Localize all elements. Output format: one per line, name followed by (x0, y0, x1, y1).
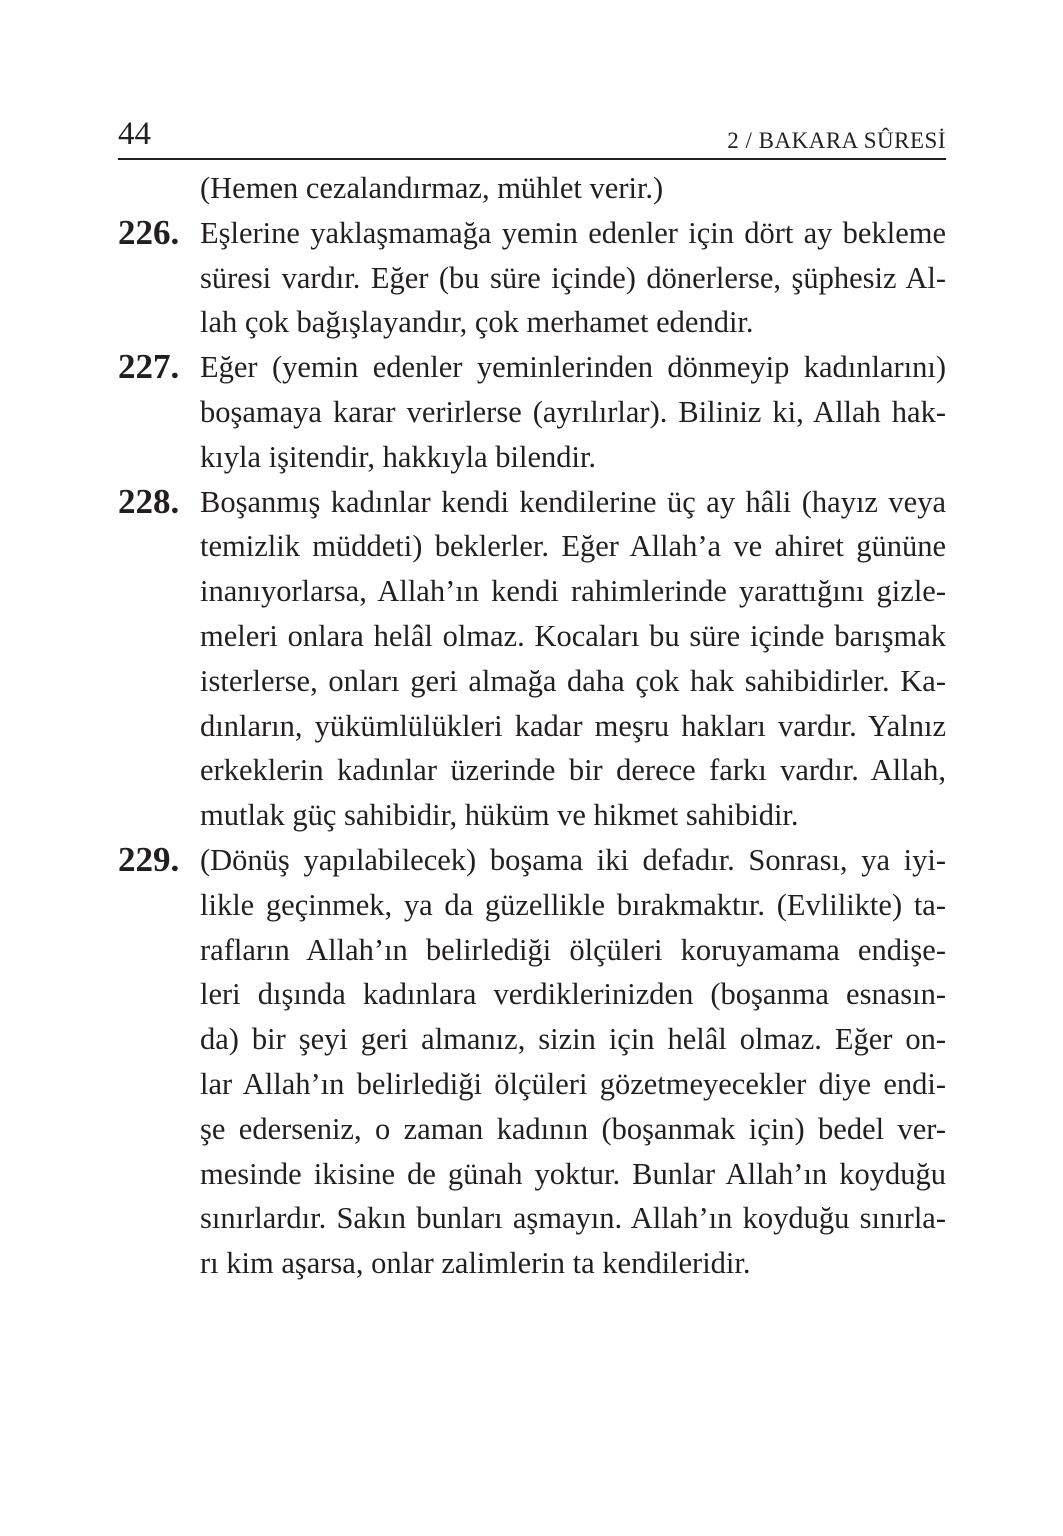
text-line: (Hemen cezalandırmaz, mühlet verir.) (200, 171, 664, 205)
text-line (118, 838, 946, 883)
text-line: isterlerse, onları geri almağa daha çok hak sahibidirler. Ka- (200, 663, 946, 698)
text-line: rı kim aşarsa, onlar zalimlerin ta kendileridir. (200, 1246, 751, 1281)
verse-block (118, 838, 946, 1286)
text-line: rafların Allah’ın belirlediği ölçüleri koruyamama endişe- (200, 932, 946, 967)
text-line: süresi vardır. Eğer (bu süre içinde) dönerlerse, şüphesiz Al- (200, 260, 946, 295)
text-line (118, 480, 946, 525)
text-line: temizlik müddeti) beklerler. Eğer Allah’a ve ahiret gününe (200, 529, 946, 564)
verse-block (118, 345, 946, 479)
text-line: mesinde ikisine de günah yoktur. Bunlar Allah’ın koyduğu (200, 1156, 946, 1191)
page-header (118, 112, 946, 160)
text-line: meleri onlara helâl olmaz. Kocaları bu süre içinde barışmak (200, 618, 946, 653)
text-line: kıyla işitendir, hakkıyla bilendir. (200, 439, 597, 474)
running-title: 2 / BAKARA SÛRESİ (727, 128, 946, 153)
verse-text: (Dönüş yapılabilecek) boşama iki defadır. Sonrası, ya iyi- (200, 842, 946, 877)
text-line (118, 211, 946, 256)
text-line: lah çok bağışlayandır, çok merhamet edendir. (200, 305, 754, 340)
page-number: 44 (118, 116, 151, 152)
text-line: erkeklerin kadınlar üzerinde bir derece farkı vardır. Allah, (200, 753, 946, 788)
verse-number: 226. (118, 212, 180, 252)
verse-text: Eğer (yemin edenler yeminlerinden dönmeyip kadınlarını) (200, 350, 946, 385)
verse-number: 228. (118, 481, 180, 521)
verse-number: 227. (118, 347, 180, 387)
verse-block (118, 211, 946, 345)
text-line: şe ederseniz, o zaman kadının (boşanmak için) bedel ver- (200, 1111, 946, 1146)
verse-block (118, 166, 946, 211)
text-line: dınların, yükümlülükleri kadar meşru hakları vardır. Yalnız (200, 708, 946, 743)
text-line: mutlak güç sahibidir, hüküm ve hikmet sahibidir. (200, 798, 799, 833)
verse-block (118, 480, 946, 838)
verse-text: Boşanmış kadınlar kendi kendilerine üç ay hâli (hayız veya (200, 484, 946, 519)
text-line: boşamaya karar verirlerse (ayrılırlar). Biliniz ki, Allah hak- (200, 394, 946, 429)
verse-number: 229. (118, 839, 180, 879)
text-line: lar Allah’ın belirlediği ölçüleri gözetmeyecekler diye endi- (200, 1066, 946, 1101)
text-line: likle geçinmek, ya da güzellikle bırakmaktır. (Evlilikte) ta- (200, 887, 946, 922)
text-line: inanıyorlarsa, Allah’ın kendi rahimlerinde yarattığını gizle- (200, 574, 946, 609)
verse-text: Eşlerine yaklaşmamağa yemin edenler için dört ay bekleme (200, 215, 946, 250)
page-body (118, 166, 946, 1286)
text-line: leri dışında kadınlara verdiklerinizden (boşanma esnasın- (200, 977, 946, 1012)
text-line (118, 345, 946, 390)
text-line: da) bir şeyi geri almanız, sizin için helâl olmaz. Eğer on- (200, 1022, 946, 1057)
text-line: sınırlardır. Sakın bunları aşmayın. Allah’ın koyduğu sınırla- (200, 1201, 946, 1236)
